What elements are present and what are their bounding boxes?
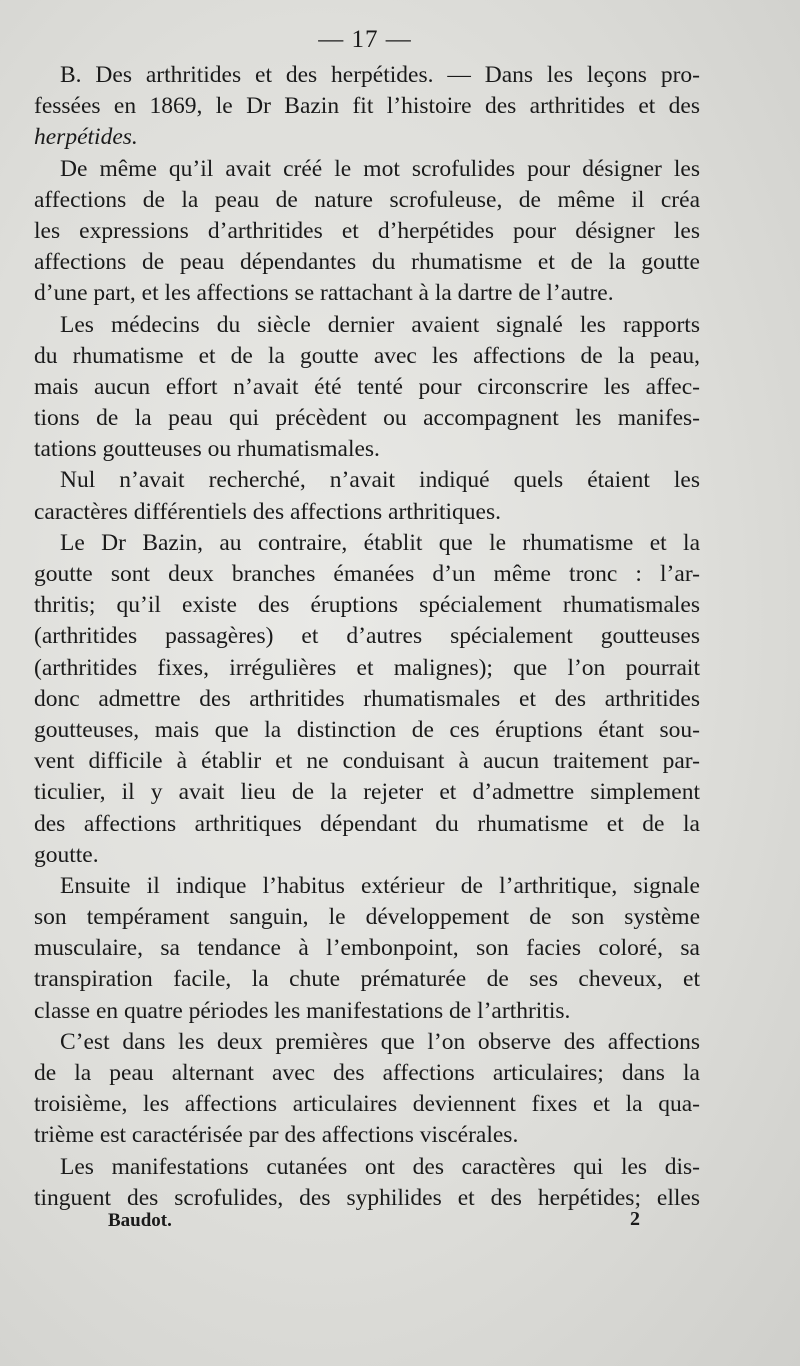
text-line: transpiration facile, la chute prématurée de ses cheveux, et [34, 966, 700, 993]
text-line: goutte. [34, 841, 99, 868]
text-line: goutteuses, mais que la distinction de ces éruptions étant sou- [34, 716, 700, 743]
text-line: des affections arthritiques dépendant du rhumatisme et de la [34, 810, 700, 837]
text-line: son tempérament sanguin, le développement de son système [34, 904, 700, 931]
text-line: troisième, les affections articulaires deviennent fixes et la qua- [34, 1091, 700, 1118]
text-line: tations goutteuses ou rhumatismales. [34, 436, 380, 463]
text-line: tions de la peau qui précèdent ou accompagnent les manifes- [34, 405, 700, 432]
text-line: les expressions d’arthritides et d’herpétides pour désigner les [34, 217, 700, 244]
text-line: ticulier, il y avait lieu de la rejeter et d’admettre simplement [34, 779, 700, 806]
text-line: De même qu’il avait créé le mot scrofulides pour désigner les [60, 155, 700, 182]
page-number: — 17 — [318, 26, 412, 53]
footer-author: Baudot. [108, 1210, 172, 1231]
text-line: vent difficile à établir et ne conduisant à aucun traitement par- [34, 748, 700, 775]
text-line: mais aucun effort n’avait été tenté pour circonscrire les affec- [34, 373, 700, 400]
text-line: Les médecins du siècle dernier avaient signalé les rapports [60, 311, 700, 338]
text-line: affections de peau dépendantes du rhumatisme et de la goutte [34, 249, 700, 276]
text-line: affections de la peau de nature scrofuleuse, de même il créa [34, 186, 700, 213]
text-line: fessées en 1869, le Dr Bazin fit l’histoire des arthritides et des [34, 93, 700, 120]
text-line: Nul n’avait recherché, n’avait indiqué quels étaient les [60, 467, 700, 494]
text-line: thritis; qu’il existe des éruptions spécialement rhumatismales [34, 592, 700, 619]
body-text [34, 60, 700, 1214]
text-line: classe en quatre périodes les manifestations de l’arthritis. [34, 997, 571, 1024]
text-line: caractères différentiels des affections arthritiques. [34, 498, 501, 525]
text-line: herpétides. [34, 124, 138, 151]
text-line: Les manifestations cutanées ont des caractères qui les dis- [60, 1153, 700, 1180]
text-line: Ensuite il indique l’habitus extérieur de l’arthritique, signale [60, 872, 700, 899]
text-line: d’une part, et les affections se rattachant à la dartre de l’autre. [34, 280, 614, 307]
text-line: Le Dr Bazin, au contraire, établit que le rhumatisme et la [60, 529, 700, 556]
text-line: de la peau alternant avec des affections articulaires; dans la [34, 1060, 700, 1086]
text-line: (arthritides passagères) et d’autres spécialement goutteuses [34, 623, 700, 650]
text-line: trième est caractérisée par des affections viscérales. [34, 1122, 519, 1149]
text-line: goutte sont deux branches émanées d’un même tronc : l’ar- [34, 561, 700, 587]
text-line: (arthritides fixes, irrégulières et malignes); que l’on pourrait [34, 654, 700, 681]
text-line: C’est dans les deux premières que l’on observe des affections [60, 1028, 700, 1055]
footer-signature-mark: 2 [630, 1208, 640, 1230]
text-line: du rhumatisme et de la goutte avec les affections de la peau, [34, 342, 700, 369]
text-line: tinguent des scrofulides, des syphilides et des herpétides; elles [34, 1184, 700, 1211]
text-line: donc admettre des arthritides rhumatismales et des arthritides [34, 685, 700, 712]
text-line: musculaire, sa tendance à l’embonpoint, son facies coloré, sa [34, 935, 700, 962]
text-line: B. Des arthritides et des herpétides. — Dans les leçons pro- [60, 62, 700, 88]
